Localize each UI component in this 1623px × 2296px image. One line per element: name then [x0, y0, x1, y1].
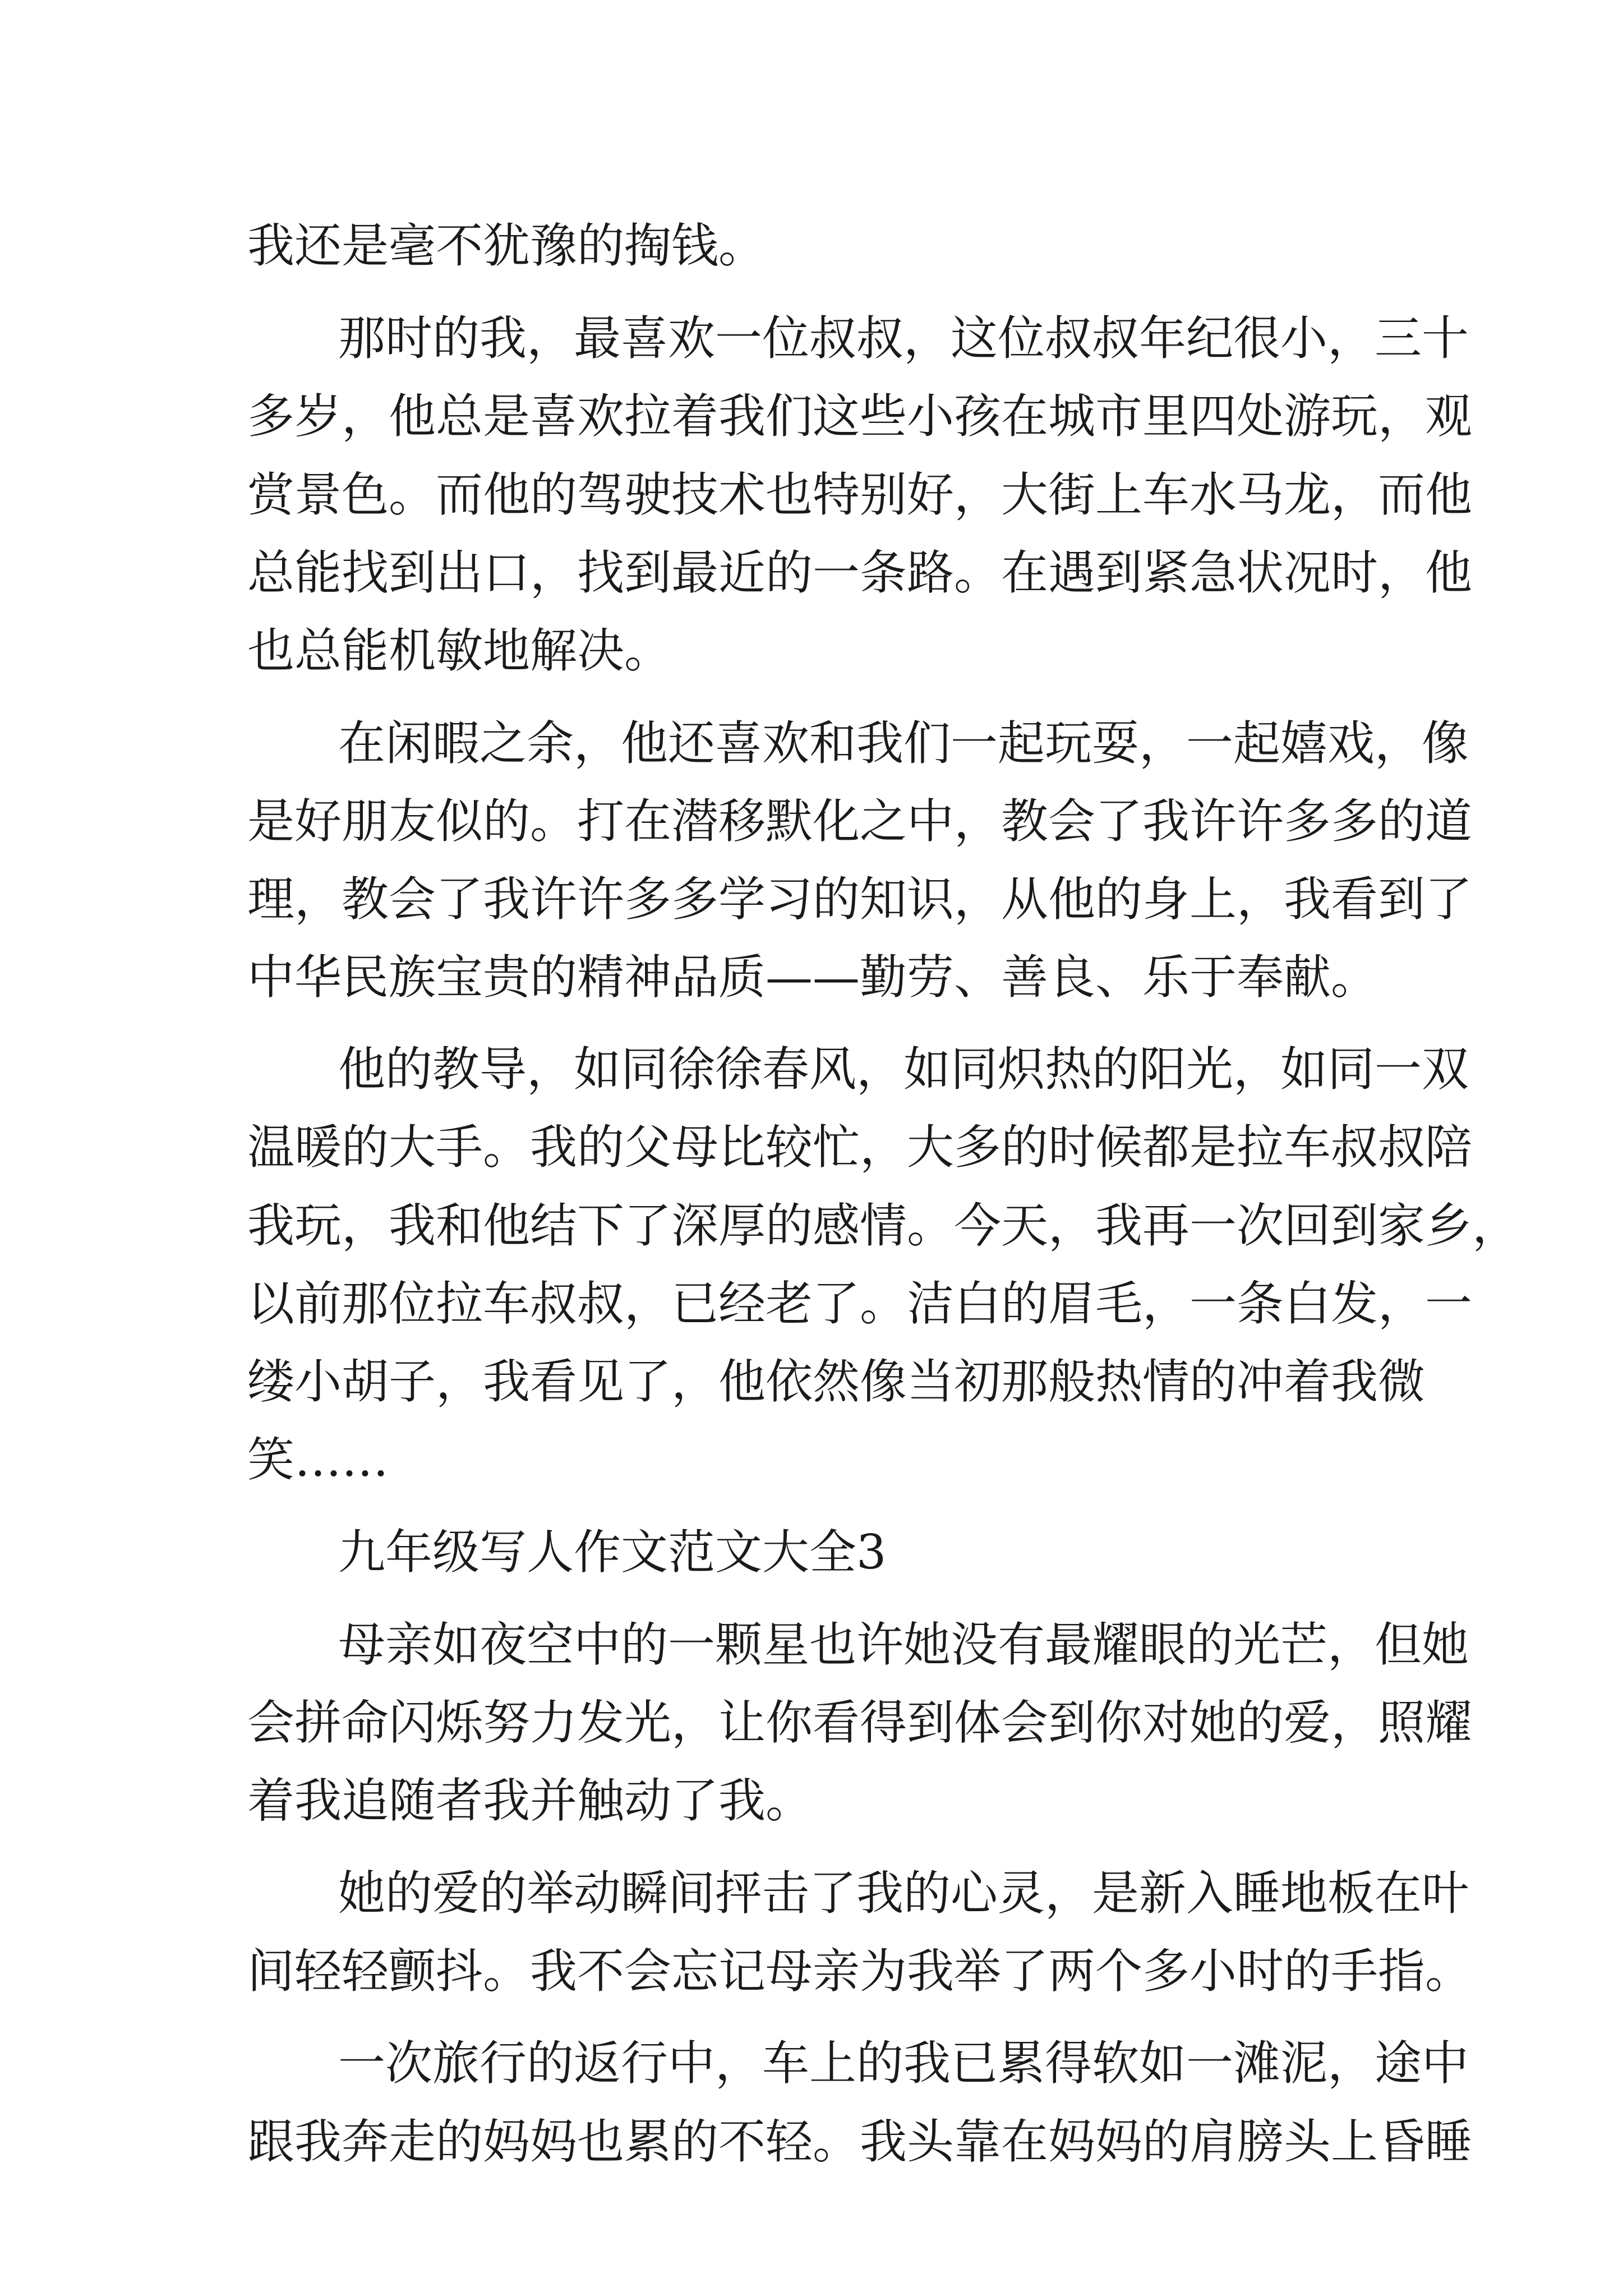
text-line-content: 笑……: [247, 1432, 389, 1487]
text-line: [0, 1854, 1623, 1932]
text-line-content: 中华民族宝贵的精神品质——勤劳、善良、乐于奉献。: [247, 950, 1378, 1005]
text-line: [0, 1186, 1623, 1265]
text-line: [0, 2102, 1623, 2181]
text-line: [0, 1605, 1623, 1684]
text-line-content: 多岁，他总是喜欢拉着我们这些小孩在城市里四处游玩，观: [247, 389, 1473, 444]
text-line-content: 跟我奔走的妈妈也累的不轻。我头靠在妈妈的肩膀头上昏睡: [247, 2114, 1473, 2169]
text-line: [0, 455, 1623, 534]
text-line-content: 温暖的大手。我的父母比较忙，大多的时候都是拉车叔叔陪: [247, 1120, 1473, 1175]
text-line: [0, 938, 1623, 1016]
text-line: [0, 1342, 1623, 1421]
text-line-content: 赏景色。而他的驾驶技术也特别好，大街上车水马龙，而他: [247, 467, 1473, 522]
text-line-content: 母亲如夜空中的一颗星也许她没有最耀眼的光芒，但她: [338, 1617, 1469, 1672]
text-line-content: 缕小胡子，我看见了，他依然像当初那般热情的冲着我微: [247, 1354, 1426, 1409]
text-line-content: 着我追随者我并触动了我。: [247, 1773, 813, 1828]
text-line: [0, 533, 1623, 612]
text-line-content: 那时的我，最喜欢一位叔叔，这位叔叔年纪很小，三十: [338, 311, 1469, 366]
text-line: [0, 1683, 1623, 1762]
text-line: [0, 1932, 1623, 2010]
text-line: [0, 1761, 1623, 1840]
text-line: [0, 782, 1623, 861]
text-line: [0, 299, 1623, 378]
section-heading-text: 九年级写人作文范文大全3: [338, 1525, 887, 1580]
text-line-content: 在闲暇之余，他还喜欢和我们一起玩耍，一起嬉戏，像: [338, 716, 1469, 771]
text-line-content: 会拼命闪烁努力发光，让你看得到体会到你对她的爱，照耀: [247, 1695, 1473, 1750]
text-line-content: 我还是毫不犹豫的掏钱。: [247, 218, 766, 273]
text-line-content: 也总能机敏地解决。: [247, 623, 672, 678]
text-line-content: 一次旅行的返行中，车上的我已累得软如一滩泥，途中: [338, 2036, 1469, 2091]
text-line: [0, 377, 1623, 455]
text-line: [0, 206, 1623, 285]
text-line: [0, 2024, 1623, 2102]
section-heading: [0, 1513, 1623, 1591]
text-line: [0, 1420, 1623, 1499]
text-line: [0, 1108, 1623, 1186]
text-line-content: 我玩，我和他结下了深厚的感情。今天，我再一次回到家乡，: [247, 1198, 1520, 1253]
text-line-content: 他的教导，如同徐徐春风，如同炽热的阳光，如同一双: [338, 1042, 1469, 1097]
text-line-content: 是好朋友似的。打在潜移默化之中，教会了我许许多多的道: [247, 794, 1473, 849]
text-line: [0, 611, 1623, 690]
text-line-content: 以前那位拉车叔叔，已经老了。洁白的眉毛，一条白发，一: [247, 1276, 1473, 1331]
text-line-content: 理，教会了我许许多多学习的知识，从他的身上，我看到了: [247, 872, 1473, 927]
text-line: [0, 860, 1623, 938]
text-line-content: 间轻轻颤抖。我不会忘记母亲为我举了两个多小时的手指。: [247, 1944, 1473, 1999]
text-line-content: 总能找到出口，找到最近的一条路。在遇到紧急状况时，他: [247, 545, 1473, 600]
text-line: [0, 704, 1623, 783]
text-line: [0, 1030, 1623, 1108]
text-line-content: 她的爱的举动瞬间抨击了我的心灵，是新入睡地板在叶: [338, 1866, 1469, 1921]
text-line: [0, 1264, 1623, 1343]
